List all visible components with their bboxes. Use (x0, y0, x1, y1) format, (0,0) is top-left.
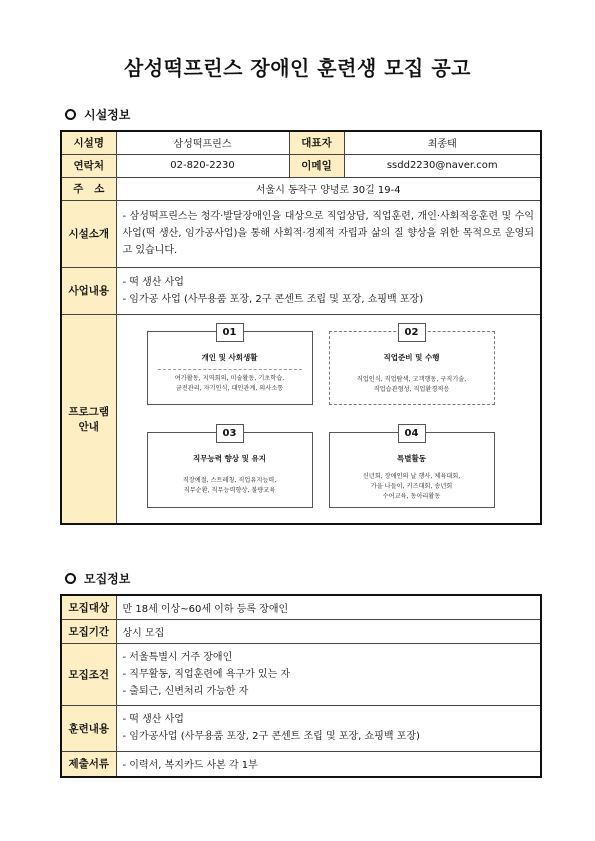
section-title: 모집정보 (84, 572, 131, 586)
circle-bullet-icon (65, 109, 76, 120)
list-item: - 서울특별시 거주 장애인 (122, 651, 233, 663)
training-list (116, 705, 541, 751)
condition-label: 모집조건 (61, 643, 116, 705)
business-label: 사업내용 (61, 267, 116, 314)
section-title: 시설정보 (84, 108, 131, 122)
period-value: 상시 모집 (116, 619, 541, 643)
contact-value: 02-820-2230 (116, 154, 289, 177)
program-number: 03 (216, 424, 244, 443)
program-number: 02 (398, 323, 426, 342)
program-box-04: 04 특별활동 신년회, 장애인의 날 행사, 체육대회, 가을 나들이, 키즈대회, 송년회 수어교육, 동아리활동 (329, 432, 495, 508)
business-list (116, 267, 541, 314)
program-box-03: 03 직무능력 향상 및 유지 직장예절, 스트레칭, 직업유지능력, 직무순환, 직무능력향상, 불량교육 (147, 432, 313, 508)
list-item: - 임가공사업 (사무용품 포장, 2구 콘센트 조립 및 포장, 쇼핑백 포장) (122, 731, 420, 742)
program-box-01: 01 개인 및 사회생활 여가활동, 지역회의, 미술활동, 기초학습, 금전관리, 자기인식, 대인관계, 의사소통 (147, 331, 313, 405)
target-label: 모집대상 (61, 595, 116, 619)
program-number: 04 (398, 424, 426, 443)
training-label: 훈련내용 (61, 705, 116, 751)
program-title: 특별활동 (397, 453, 426, 463)
facility-table (60, 130, 542, 525)
email-label: 이메일 (289, 154, 344, 177)
email-value: ssdd2230@naver.com (344, 154, 541, 177)
circle-bullet-icon (65, 573, 76, 584)
condition-list (116, 643, 541, 705)
program-label: 프로그램 안내 (61, 314, 116, 524)
program-box-02: 02 직업준비 및 수행 직업인식, 직업탐색, 고객행동, 구직기술, 직업습관형성, 직업환경적응 (329, 331, 495, 405)
list-item: - 출퇴근, 신변처리 가능한 자 (122, 685, 249, 697)
intro-text: - 삼성떡프린스는 청각·발달장애인을 대상으로 직업상담, 직업훈련, 개인·사회적응훈련 및 수익사업(떡 생산, 임가공사업)을 통해 사회적·경제적 자립과 삶의 질 향상을 위한 목적으로 운영되고 있습니다. (116, 200, 541, 267)
recruit-table (60, 594, 542, 778)
program-title: 직업준비 및 수행 (383, 352, 440, 362)
program-diagram (117, 315, 541, 523)
address-label: 주 소 (61, 177, 116, 200)
section-header-facility (65, 106, 130, 123)
name-label: 시설명 (61, 131, 116, 154)
period-label: 모집기간 (61, 619, 116, 643)
program-title: 직무능력 향상 및 유지 (192, 453, 267, 463)
docs-value: - 이력서, 복지카드 사본 각 1부 (116, 751, 541, 777)
program-title: 개인 및 사회생활 (201, 352, 258, 362)
facility-name: 삼성떡프린스 (116, 131, 289, 154)
list-item: - 떡 생산 사업 (122, 714, 184, 725)
address-value: 서울시 동작구 양녕로 30길 19-4 (116, 177, 541, 200)
section-header-recruit (65, 570, 130, 587)
program-cell (116, 314, 541, 524)
page-title: 삼성떡프린스 장애인 훈련생 모집 공고 (124, 56, 471, 80)
docs-label: 제출서류 (61, 751, 116, 777)
rep-label: 대표자 (289, 131, 344, 154)
list-item: - 떡 생산 사업 (122, 276, 184, 288)
list-item: - 직무활동, 직업훈련에 욕구가 있는 자 (122, 668, 291, 680)
intro-label: 시설소개 (61, 200, 116, 267)
program-number: 01 (216, 323, 244, 342)
contact-label: 연락처 (61, 154, 116, 177)
rep-name: 최종태 (344, 131, 541, 154)
list-item: - 임가공 사업 (사무용품 포장, 2구 콘센트 조립 및 포장, 쇼핑백 포장) (122, 293, 424, 305)
target-value: 만 18세 이상~60세 이하 등록 장애인 (116, 595, 541, 619)
